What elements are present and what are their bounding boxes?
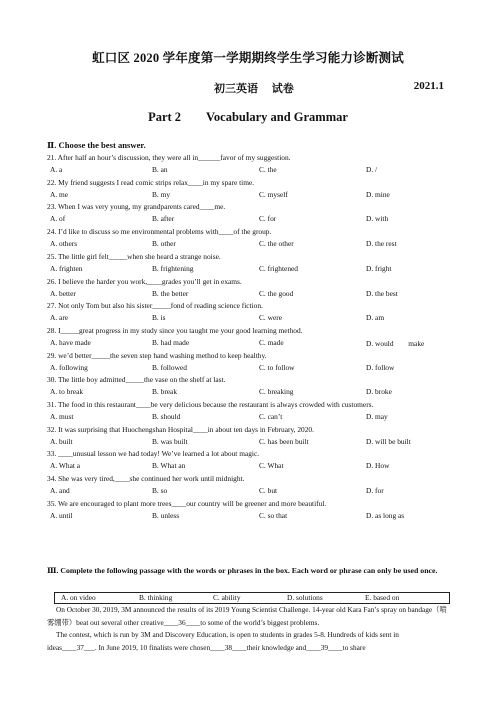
box-word: A. on video: [61, 593, 96, 602]
answer-option: A. of: [50, 214, 66, 224]
answer-option: B. followed: [152, 362, 187, 372]
answer-option: A. others: [50, 239, 78, 249]
answer-option: D. fright: [366, 263, 392, 273]
answer-option: A. a: [50, 165, 63, 174]
answer-option: A. are: [50, 313, 69, 323]
answer-option: D. the rest: [366, 239, 397, 249]
question-stem: 28. I_____great progress in my study since you taught me your good learning method.: [47, 325, 303, 335]
question-stem: 25. The little girl felt_____when she heard a strange noise.: [47, 251, 221, 261]
exam-date: 2021.1: [413, 80, 444, 92]
answer-option: A. frighten: [50, 263, 83, 273]
answer-option: A. to break: [50, 387, 84, 397]
question-stem: 34. She was very tired,____she continued her work until midnight.: [47, 474, 245, 484]
question-stem: 22. My friend suggests I read comic strips relax____in my spare time.: [47, 177, 255, 187]
answer-option: C. the: [259, 165, 277, 174]
answer-option: B. was built: [152, 436, 188, 446]
answer-option: A. until: [50, 510, 73, 520]
answer-option: D. /: [366, 165, 378, 174]
box-word: B. thinking: [139, 593, 173, 602]
box-word: E. based on: [365, 593, 400, 602]
question-stem: 31. The food in this restaurant____be very delicious because the restaurant is always crowded with customers.: [47, 400, 374, 409]
word-box: [54, 592, 450, 604]
answer-option: D. as long as: [366, 510, 405, 520]
answer-option: B. What an: [152, 461, 186, 471]
answer-option: A. me: [50, 189, 69, 199]
answer-option: C. breaking: [259, 387, 294, 397]
question-stem: 26. I believe the harder you work,____grades you’ll get in exams.: [47, 276, 242, 286]
answer-option: D. broke: [366, 387, 392, 397]
box-word: D. solutions: [287, 593, 323, 602]
question-stem: 35. We are encouraged to plant more trees____our country will be greener and more beautiful.: [47, 498, 327, 508]
answer-option: B. so: [152, 486, 168, 496]
exam-subject: 初三英语 试卷: [214, 83, 294, 95]
question-stem: 30. The little boy admitted_____the vase on the shelf at last.: [47, 375, 226, 385]
question-stem: 32. It was surprising that Huochengshan Hospital____in about ten days in February, 2020.: [47, 424, 314, 434]
answer-option: B. an: [152, 165, 168, 174]
answer-option: C. the good: [259, 288, 294, 298]
answer-option: D. am: [366, 313, 385, 323]
answer-option: C. made: [259, 337, 284, 347]
answer-option: C. frightened: [259, 263, 298, 273]
page-title: 虹口区 2020 学年度第一学期期终学生学习能力诊断测试: [92, 51, 404, 65]
answer-option: A. and: [50, 486, 70, 496]
answer-option: A. built: [50, 436, 73, 446]
answer-option: B. other: [152, 239, 176, 249]
answer-option: B. my: [152, 189, 171, 199]
answer-option: A. What a: [50, 461, 81, 471]
question-stem: 21. After half an hour’s discussion, they were all in______favor of my suggestion.: [47, 153, 291, 162]
answer-option: C. What: [259, 461, 284, 471]
answer-option: D. with: [366, 214, 389, 224]
answer-option: C. has been built: [259, 436, 309, 446]
answer-option: B. after: [152, 214, 175, 224]
answer-option: C. the other: [259, 239, 294, 249]
box-word: C. ability: [213, 593, 241, 602]
answer-option: B. unless: [152, 510, 180, 520]
answer-option: B. should: [152, 412, 181, 421]
answer-option: B. the better: [152, 288, 189, 298]
answer-option: D. would make: [366, 338, 425, 348]
answer-option: C. for: [259, 214, 277, 224]
answer-option: D. will be built: [366, 436, 411, 446]
answer-option: C. so that: [259, 510, 288, 520]
question-stem: 33. ____unusual lesson we had today! We’ve learned a lot about magic.: [47, 449, 260, 459]
section3-heading: Ⅲ. Complete the following passage with the words or phrases in the box. Each word or phrase can only be used once.: [47, 566, 438, 575]
answer-option: C. were: [259, 313, 282, 323]
section2-heading: Ⅱ. Choose the best answer.: [47, 140, 146, 150]
question-stem: 27. Not only Tom but also his sister_____fond of reading science fiction.: [47, 301, 263, 311]
question-stem: 23. When I was very young, my grandparents cared____me.: [47, 202, 226, 212]
answer-option: D. may: [366, 412, 388, 421]
answer-option: B. had made: [152, 337, 190, 347]
answer-option: C. to follow: [259, 362, 295, 372]
answer-option: A. must: [50, 412, 74, 421]
answer-option: D. mine: [366, 189, 390, 199]
question-stem: 29. we’d better_____the seven step hand washing method to keep healthy.: [47, 350, 267, 360]
answer-option: C. can’t: [259, 412, 283, 421]
answer-option: C. myself: [259, 189, 288, 199]
answer-option: A. following: [50, 362, 88, 372]
answer-option: D. How: [366, 461, 390, 471]
answer-option: A. better: [50, 288, 76, 298]
answer-option: A. have made: [50, 337, 91, 347]
passage-paragraph: On October 30, 2019, 3M announced the results of its 2019 Young Scientist Challenge. 14-year old Kara Fan’s spray on bandage（喷雾绷带）beat out several other creative____36____to some of the world’s biggest problems.: [47, 605, 447, 627]
passage-paragraph: The contest, which is run by 3M and Discovery Education, is open to students in grades 5-8. Hundreds of kids sent in ideas____37___. In June 2019, 10 finalists were chosen____38____their knowledge and____39____to share: [47, 630, 399, 652]
answer-option: B. break: [152, 387, 178, 397]
question-stem: 24. I’d like to discuss so me environmental problems with____of the group.: [47, 227, 272, 237]
answer-option: D. for: [366, 486, 384, 496]
answer-option: B. is: [152, 313, 166, 323]
answer-option: D. follow: [366, 362, 395, 372]
answer-option: D. the best: [366, 288, 398, 298]
answer-option: C. but: [259, 486, 278, 496]
part-heading: Part 2 Vocabulary and Grammar: [148, 110, 348, 124]
answer-option: B. frightening: [152, 263, 194, 273]
